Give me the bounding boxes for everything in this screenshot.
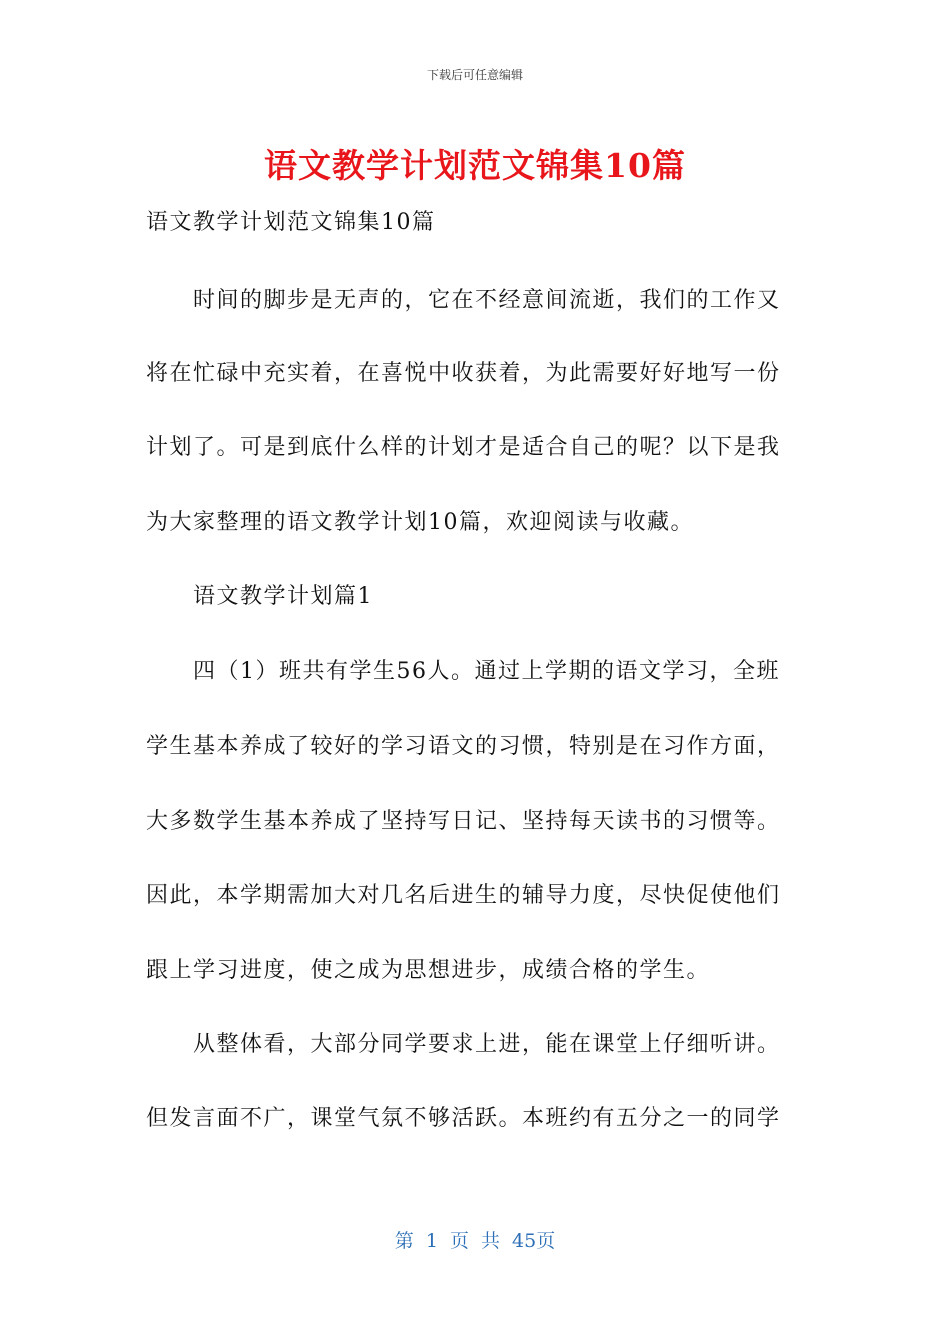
body-line: 跟上学习进度，使之成为思想进步，成绩合格的学生。 bbox=[146, 958, 711, 983]
body-line: 从整体看，大部分同学要求上进，能在课堂上仔细听讲。 bbox=[146, 1032, 781, 1057]
body-line: 四（1）班共有学生56人。通过上学期的语文学习，全班 bbox=[146, 659, 780, 684]
body-line: 时间的脚步是无声的，它在不经意间流逝，我们的工作又 bbox=[146, 288, 781, 313]
header-note: 下载后可任意编辑 bbox=[426, 68, 523, 82]
section-heading: 语文教学计划篇1 bbox=[146, 584, 373, 609]
document-title: 语文教学计划范文锦集10篇 bbox=[264, 146, 686, 185]
body-line: 但发言面不广，课堂气氛不够活跃。本班约有五分之一的同学 bbox=[146, 1106, 781, 1131]
body-line: 将在忙碌中充实着，在喜悦中收获着，为此需要好好地写一份 bbox=[146, 361, 781, 386]
body-line: 因此，本学期需加大对几名后进生的辅导力度，尽快促使他们 bbox=[146, 883, 781, 908]
page-footer: 第 1 页 共 45页 bbox=[394, 1230, 556, 1252]
body-line: 计划了。可是到底什么样的计划才是适合自己的呢？以下是我 bbox=[146, 435, 781, 460]
body-line: 学生基本养成了较好的学习语文的习惯，特别是在习作方面， bbox=[146, 734, 781, 759]
subtitle-line: 语文教学计划范文锦集10篇 bbox=[146, 210, 436, 235]
body-line: 大多数学生基本养成了坚持写日记、坚持每天读书的习惯等。 bbox=[146, 809, 781, 834]
body-line: 为大家整理的语文教学计划10篇，欢迎阅读与收藏。 bbox=[146, 510, 694, 535]
